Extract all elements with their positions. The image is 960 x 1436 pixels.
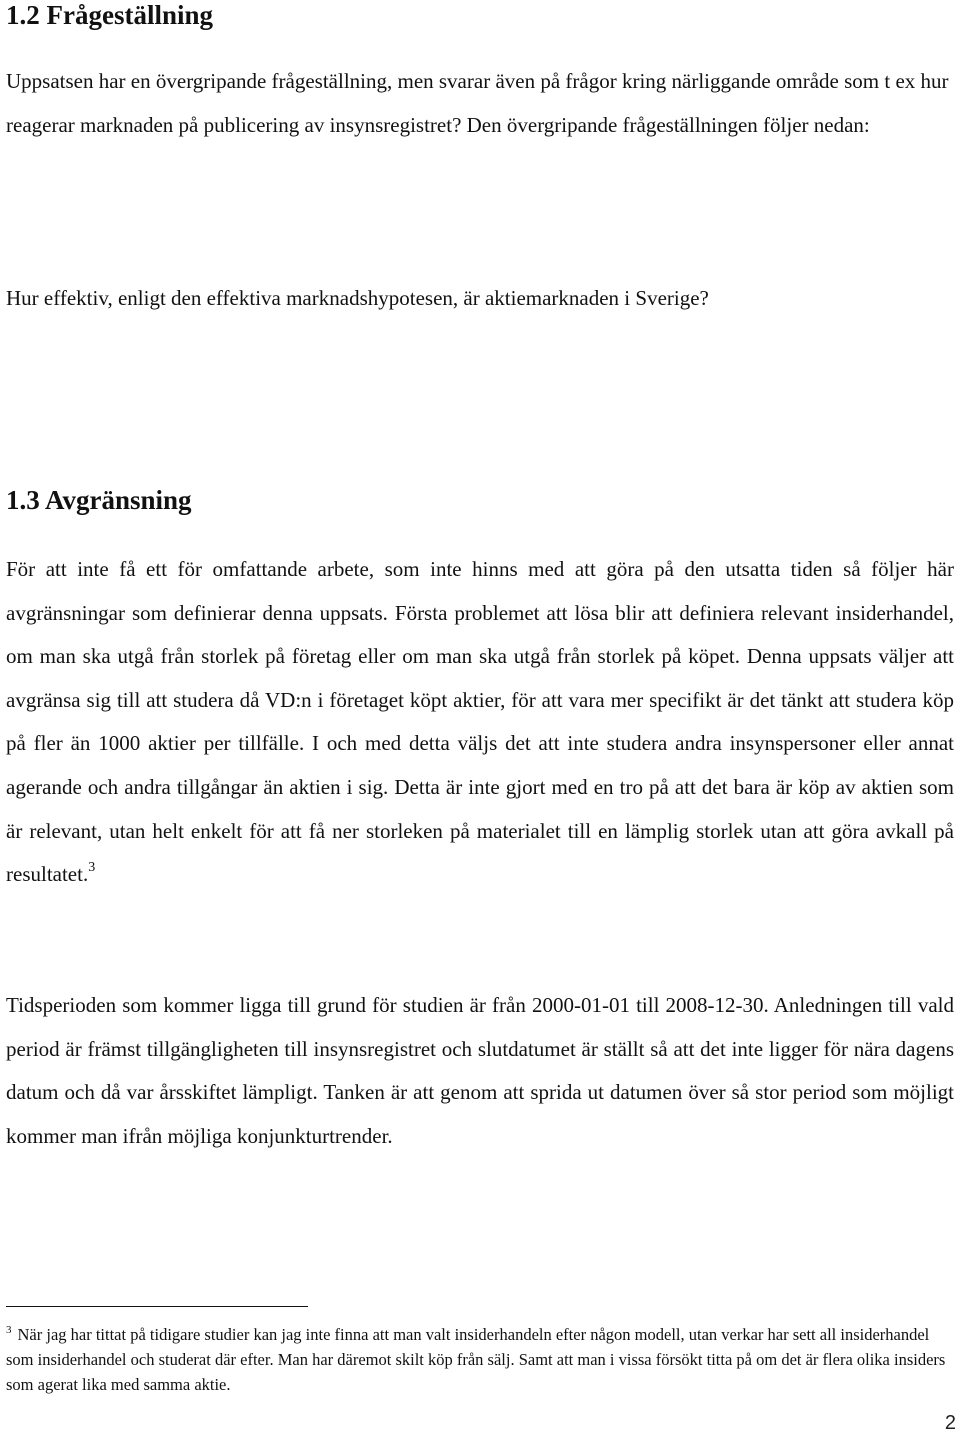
section-heading-avgransning: 1.3 Avgränsning	[6, 485, 192, 515]
paragraph-fragestallning: Uppsatsen har en övergripande frågeställning, men svarar även på frågor kring närliggande område som t ex hur reagerar marknaden på publicering av insynsregistret? Den övergripande frågeställningen följer nedan:	[6, 69, 949, 137]
paragraph-avgransning-text: För att inte få ett för omfattande arbete, som inte hinns med att göra på den utsatta tiden så följer här avgränsningar som definierar denna uppsats. Första problemet att lösa blir att definiera relevant insiderhandel, om man ska utgå från storlek på företag eller om man ska utgå från storlek på köpet. Denna uppsats väljer att avgränsa sig till att studera då VD:n i företaget köpt aktier, för att vara mer specifikt är det tänkt att studera köp på fler än 1000 aktier per tillfälle. I och med detta väljs det att inte studera andra insynspersoner eller annat agerande och andra tillgångar än aktien i sig. Detta är inte gjort med en tro på att det bara är köp av aktien som är relevant, utan helt enkelt för att få ner storleken på materialet till en lämplig storlek utan att göra avkall på resultatet.	[6, 557, 954, 887]
page-number: 2	[944, 1412, 956, 1434]
footnote-number: 3	[6, 1324, 12, 1336]
footnote-text: När jag har tittat på tidigare studier kan jag inte finna att man valt insiderhandeln efter någon modell, utan verkar har sett all insiderhandel som insiderhandel och studerat där efter. Man har däremot skilt köp från sälj. Samt att man i vissa försökt titta på om det är flera olika insiders som agerat lika med samma aktie.	[6, 1325, 946, 1394]
document-page	[6, 0, 954, 1436]
paragraph-avgransning	[6, 548, 954, 897]
footnote-reference[interactable]: 3	[88, 860, 96, 876]
paragraph-tidsperiod: Tidsperioden som kommer ligga till grund för studien är från 2000-01-01 till 2008-12-30. Anledningen till vald period är främst tillgängligheten till insynsregistret och slutdatumet är ställt så att det inte ligger för nära dagens datum och då var årsskiftet lämpligt. Tanken är att genom att sprida ut datumen över så stor period som möjligt kommer man ifrån möjliga konjunkturtrender.	[6, 993, 954, 1148]
section-heading-fragestallning: 1.2 Frågeställning	[6, 0, 213, 30]
research-question: Hur effektiv, enligt den effektiva marknadshypotesen, är aktiemarknaden i Sverige?	[6, 286, 709, 310]
footnote	[6, 1322, 954, 1397]
footnote-divider	[6, 1306, 308, 1307]
